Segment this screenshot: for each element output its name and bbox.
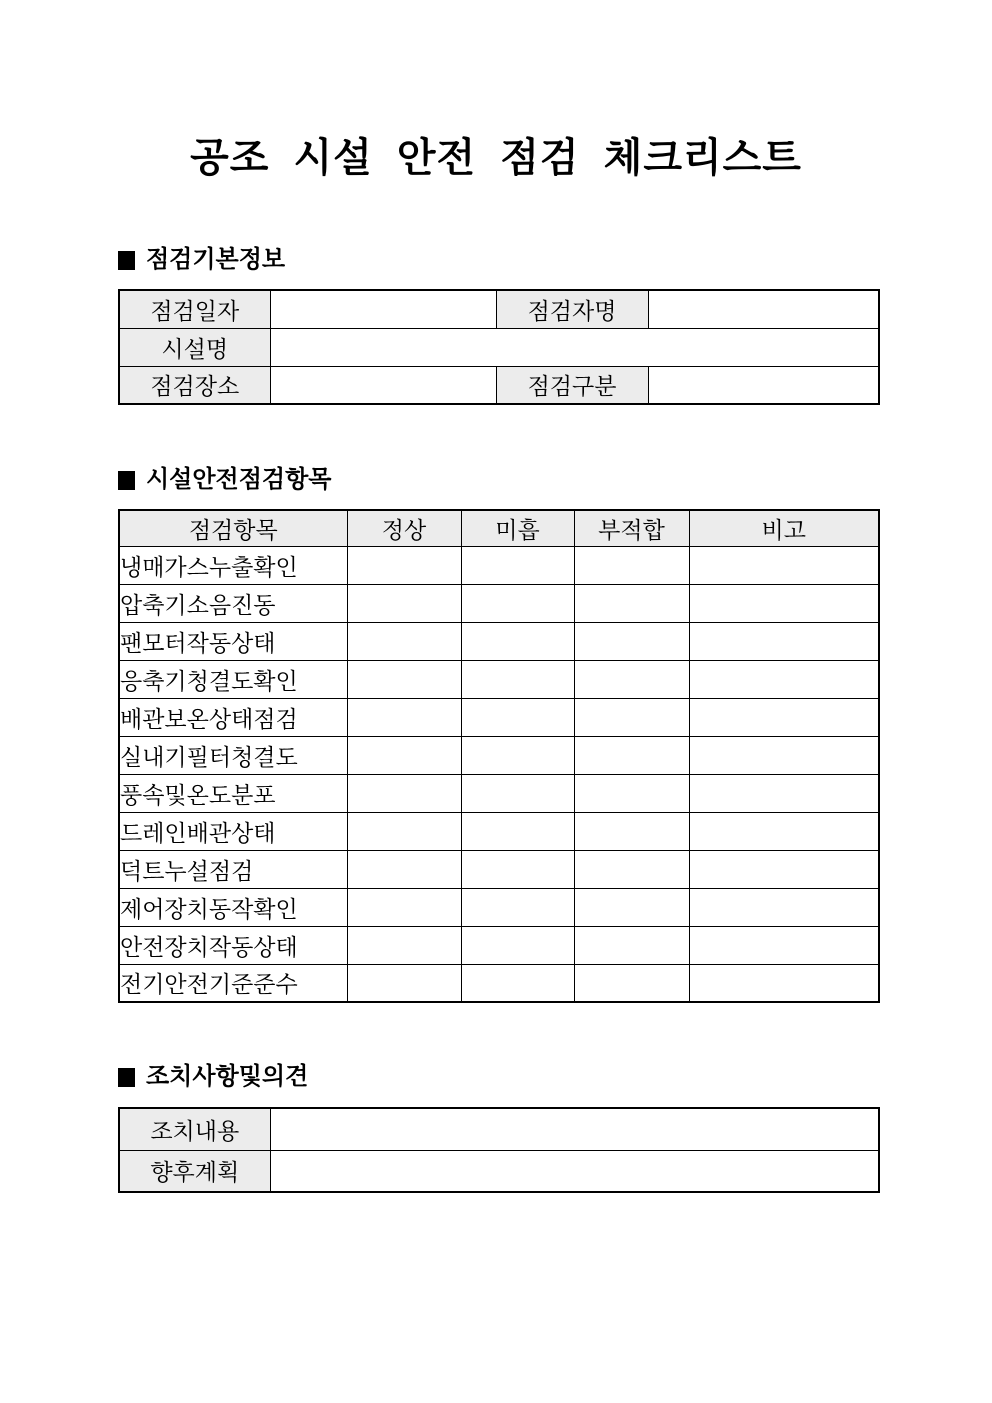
- section-bullet-icon: [118, 471, 135, 490]
- checklist-item-name: 풍속및온도분포: [119, 774, 347, 812]
- note-cell: [689, 546, 879, 584]
- status-cell-normal: [347, 774, 461, 812]
- actions-row-value: [270, 1150, 879, 1192]
- note-cell: [689, 888, 879, 926]
- column-header-insufficient: 미흡: [461, 510, 574, 546]
- note-cell: [689, 660, 879, 698]
- checklist-item-name: 응축기청결도확인: [119, 660, 347, 698]
- section-bullet-icon: [118, 1068, 135, 1087]
- status-cell-insufficient: [461, 546, 574, 584]
- checklist-item-name: 실내기필터청결도: [119, 736, 347, 774]
- status-cell-fail: [574, 926, 689, 964]
- status-cell-normal: [347, 546, 461, 584]
- status-cell-normal: [347, 888, 461, 926]
- column-header-note: 비고: [689, 510, 879, 546]
- inspection-place-label: 점검장소: [119, 366, 270, 404]
- checklist-item-name: 압축기소음진동: [119, 584, 347, 622]
- status-cell-normal: [347, 698, 461, 736]
- checklist-item-name: 전기안전기준준수: [119, 964, 347, 1002]
- status-cell-fail: [574, 736, 689, 774]
- checklist-row: [119, 964, 879, 1002]
- checklist-item-name: 덕트누설점검: [119, 850, 347, 888]
- section-heading-basic-info: [118, 247, 285, 273]
- column-header-normal: 정상: [347, 510, 461, 546]
- inspection-place-value: [270, 366, 496, 404]
- column-header-fail: 부적합: [574, 510, 689, 546]
- checklist-row: [119, 888, 879, 926]
- status-cell-insufficient: [461, 926, 574, 964]
- status-cell-insufficient: [461, 660, 574, 698]
- actions-row: [119, 1108, 879, 1150]
- status-cell-fail: [574, 850, 689, 888]
- status-cell-fail: [574, 622, 689, 660]
- status-cell-insufficient: [461, 584, 574, 622]
- status-cell-insufficient: [461, 622, 574, 660]
- note-cell: [689, 698, 879, 736]
- status-cell-insufficient: [461, 736, 574, 774]
- note-cell: [689, 850, 879, 888]
- inspection-date-label: 점검일자: [119, 290, 270, 328]
- status-cell-fail: [574, 660, 689, 698]
- status-cell-insufficient: [461, 964, 574, 1002]
- checklist-item-name: 제어장치동작확인: [119, 888, 347, 926]
- checklist-row: [119, 660, 879, 698]
- actions-body: [119, 1108, 879, 1192]
- checklist-table: [118, 509, 880, 1003]
- checklist-row: [119, 926, 879, 964]
- status-cell-insufficient: [461, 774, 574, 812]
- checklist-item-name: 드레인배관상태: [119, 812, 347, 850]
- section-heading-checklist: [118, 467, 331, 493]
- checklist-row: [119, 584, 879, 622]
- status-cell-normal: [347, 964, 461, 1002]
- section-bullet-icon: [118, 251, 135, 270]
- section-heading-label: 조치사항및의견: [146, 1063, 309, 1090]
- note-cell: [689, 926, 879, 964]
- actions-table: [118, 1107, 880, 1193]
- inspection-date-value: [270, 290, 496, 328]
- section-heading-label: 점검기본정보: [146, 246, 286, 273]
- note-cell: [689, 736, 879, 774]
- checklist-item-name: 팬모터작동상태: [119, 622, 347, 660]
- inspection-type-value: [648, 366, 879, 404]
- status-cell-normal: [347, 850, 461, 888]
- status-cell-fail: [574, 964, 689, 1002]
- section-heading-label: 시설안전점검항목: [146, 466, 332, 493]
- note-cell: [689, 774, 879, 812]
- checklist-row: [119, 850, 879, 888]
- status-cell-normal: [347, 926, 461, 964]
- checklist-header-row: [119, 510, 879, 546]
- checklist-item-name: 안전장치작동상태: [119, 926, 347, 964]
- checklist-row: [119, 698, 879, 736]
- basic-info-row: [119, 366, 879, 404]
- checklist-row: [119, 812, 879, 850]
- basic-info-row: [119, 290, 879, 328]
- status-cell-fail: [574, 774, 689, 812]
- inspection-type-label: 점검구분: [496, 366, 648, 404]
- status-cell-fail: [574, 546, 689, 584]
- status-cell-fail: [574, 888, 689, 926]
- actions-row: [119, 1150, 879, 1192]
- section-heading-actions: [118, 1064, 308, 1090]
- document-title: 공조 시설 안전 점검 체크리스트: [190, 136, 802, 180]
- basic-info-row: [119, 328, 879, 366]
- status-cell-fail: [574, 812, 689, 850]
- status-cell-insufficient: [461, 850, 574, 888]
- status-cell-normal: [347, 812, 461, 850]
- column-header-item: 점검항목: [119, 510, 347, 546]
- checklist-row: [119, 546, 879, 584]
- status-cell-fail: [574, 698, 689, 736]
- status-cell-normal: [347, 584, 461, 622]
- actions-row-label: 조치내용: [119, 1108, 270, 1150]
- inspector-name-value: [648, 290, 879, 328]
- status-cell-insufficient: [461, 812, 574, 850]
- checklist-row: [119, 736, 879, 774]
- status-cell-normal: [347, 736, 461, 774]
- note-cell: [689, 812, 879, 850]
- actions-row-value: [270, 1108, 879, 1150]
- status-cell-fail: [574, 584, 689, 622]
- checklist-item-name: 배관보온상태점검: [119, 698, 347, 736]
- note-cell: [689, 964, 879, 1002]
- status-cell-insufficient: [461, 698, 574, 736]
- checklist-row: [119, 774, 879, 812]
- inspector-name-label: 점검자명: [496, 290, 648, 328]
- facility-name-value: [270, 328, 879, 366]
- checklist-body: [119, 546, 879, 1002]
- status-cell-normal: [347, 622, 461, 660]
- status-cell-normal: [347, 660, 461, 698]
- basic-info-table: [118, 289, 880, 405]
- actions-row-label: 향후계획: [119, 1150, 270, 1192]
- facility-name-label: 시설명: [119, 328, 270, 366]
- note-cell: [689, 584, 879, 622]
- checklist-item-name: 냉매가스누출확인: [119, 546, 347, 584]
- checklist-row: [119, 622, 879, 660]
- note-cell: [689, 622, 879, 660]
- status-cell-insufficient: [461, 888, 574, 926]
